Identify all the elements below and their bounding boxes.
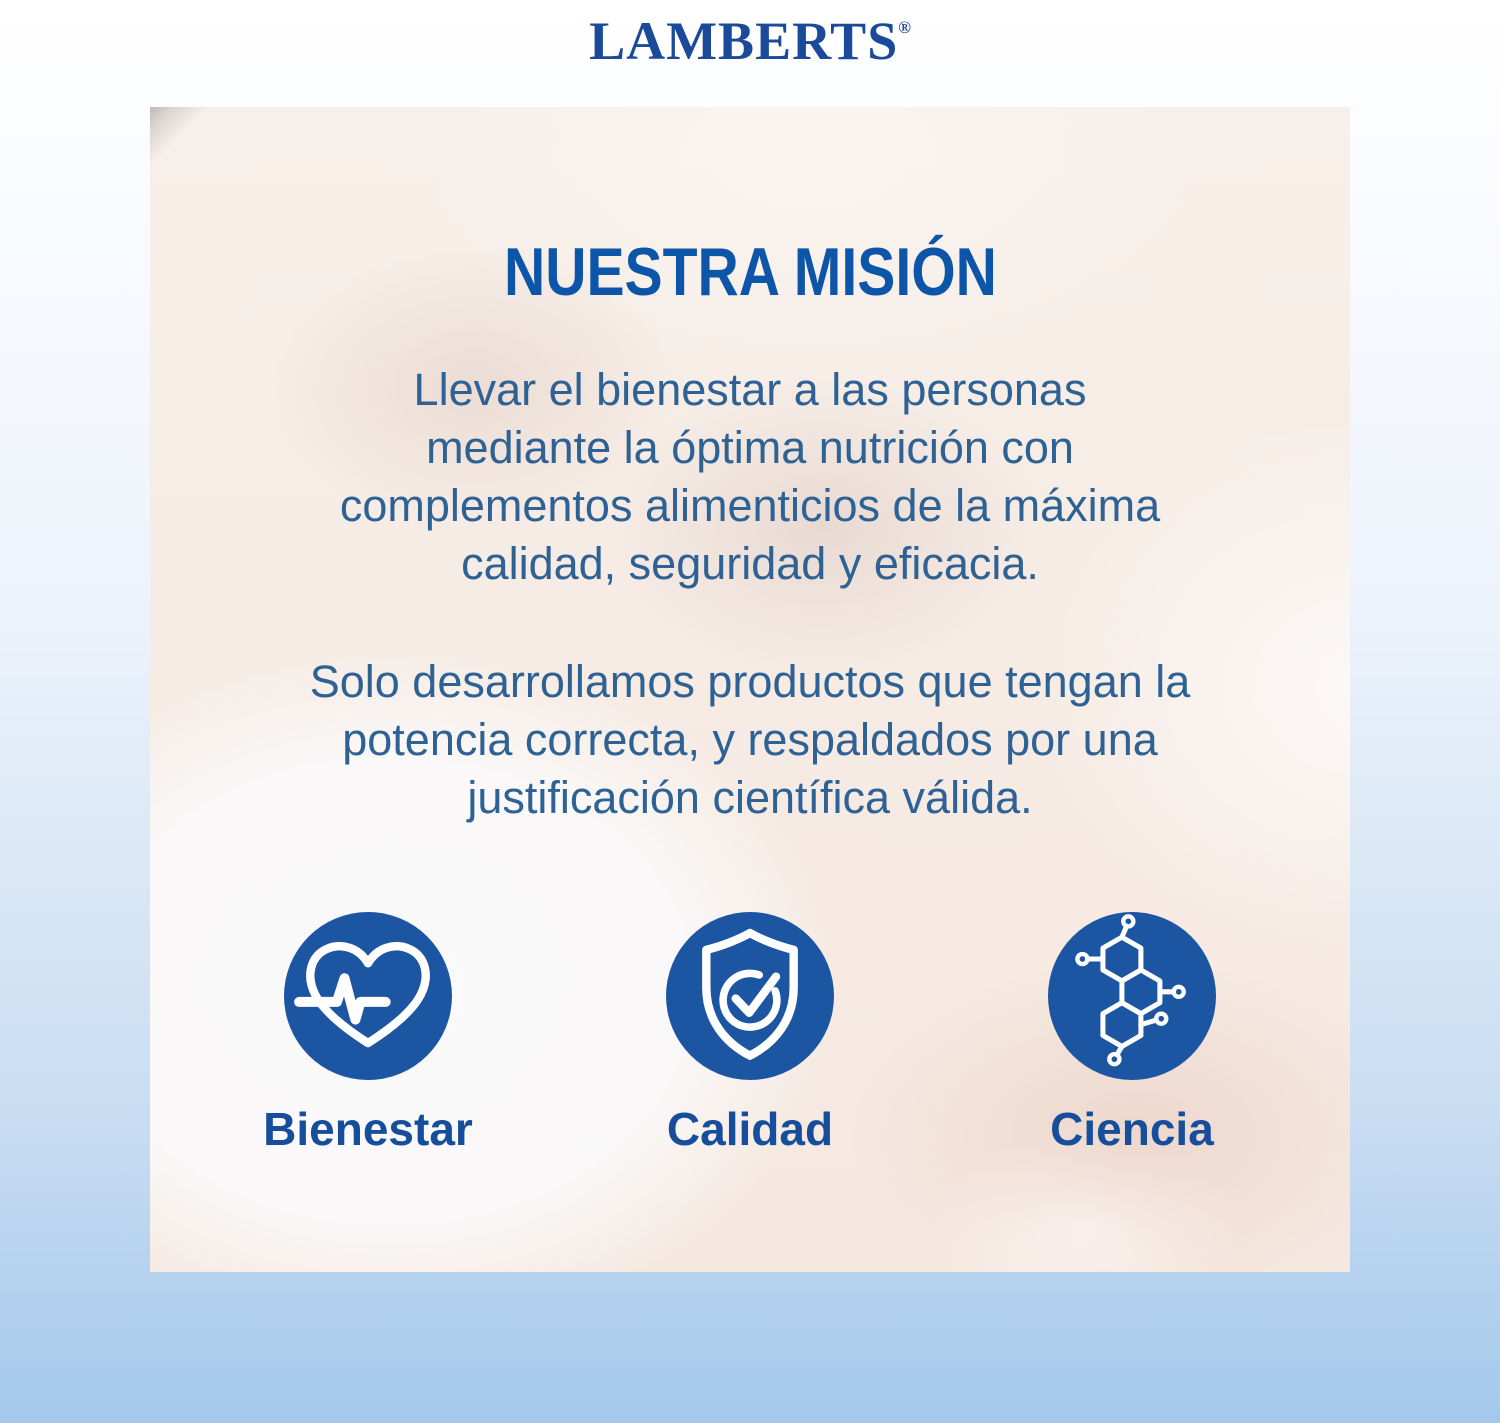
mission-card xyxy=(150,107,1350,1272)
features-row xyxy=(150,827,1350,1154)
mission-paragraph-1 xyxy=(210,361,1290,593)
lamberts-logo xyxy=(0,0,1500,69)
feature-bienestar xyxy=(248,912,488,1154)
feature-label-bienestar: Bienestar xyxy=(263,1103,473,1155)
mission-line: justificación científica válida. xyxy=(467,772,1033,823)
page-title-text: NUESTRA MISIÓN xyxy=(503,234,997,310)
feature-label-calidad: Calidad xyxy=(666,1103,834,1155)
mission-line: Llevar el bienestar a las personas xyxy=(413,364,1087,415)
shield-check-icon xyxy=(666,912,834,1080)
mission-line: calidad, seguridad y eficacia. xyxy=(461,538,1039,589)
page-title xyxy=(150,107,1350,310)
lamberts-logo-text: LAMBERTS xyxy=(589,11,899,71)
mission-line: potencia correcta, y respaldados por una xyxy=(342,714,1158,765)
feature-calidad xyxy=(630,912,870,1154)
heart-pulse-icon xyxy=(284,912,452,1080)
mission-line: complementos alimenticios de la máxima xyxy=(339,480,1161,531)
mission-line: mediante la óptima nutrición con xyxy=(426,422,1074,473)
molecule-icon xyxy=(1048,912,1216,1080)
feature-label-ciencia: Ciencia xyxy=(1050,1103,1214,1155)
registered-trademark: ® xyxy=(898,18,911,37)
mission-paragraph-2 xyxy=(210,653,1290,827)
mission-line: Solo desarrollamos productos que tengan la xyxy=(309,656,1191,707)
feature-ciencia xyxy=(1012,912,1252,1154)
